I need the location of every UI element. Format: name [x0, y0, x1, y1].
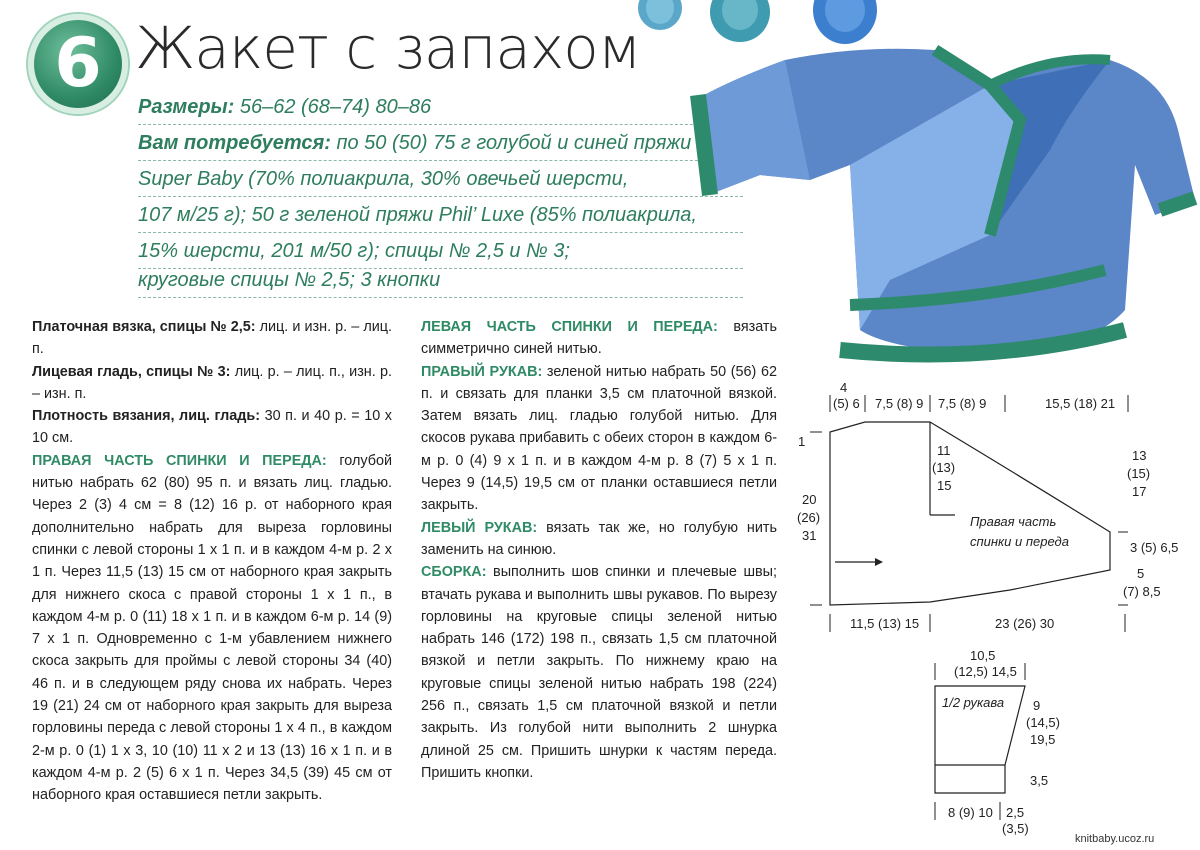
dim-sleeve-bottom: 8 (9) 10 [948, 805, 993, 820]
paragraph-right-part: ПРАВАЯ ЧАСТЬ СПИНКИ И ПЕРЕДА: голубой нитью набрать 62 (80) 95 п. и вязать лиц. гладью. Через 2 (3) 4 см = 8 (12) 16 р. от наборного края дополнительно набрать для выреза горловины спинки с левой стороны 1 х 1 п. и в каждом 4-м р. 2 х 1 п. Через 11,5 (13) 15 см от наборного края закрыть для нижнего скоса с правой стороны 1 х 1 п., в каждом 4-м р. 0 (11) 18 х 1 п. и в каждом 6-м р. 14 (9) 7 х 1 п. Одновременно с 1-м убавлением нижнего скоса закрыть для проймы с левой стороны 34 (40) 46 п. и в следующем ряду снова их набрать. Через 19 (21) 24 см от наборного края закрыть для выреза горловины переда с левой стороны 1 х 4 п., в каждом 2-м р. 0 (1) 1 х 3, 10 (10) 11 х 2 и 13 (13) 16 х 1 п. и в каждом 4-м р. 2 (5) 6 х 1 п. Через 34,5 (39) 45 см от наборного края оставшиеся петли закрыть. [32, 452, 392, 804]
dim-sleeve-9: 9 [1033, 698, 1041, 713]
spec-line-4: 107 м/25 г); 50 г зеленой пряжи Phil’ Luxe (85% полиакрила, [138, 197, 743, 233]
spec-sizes-label: Размеры: [138, 96, 235, 118]
paragraph-right-sleeve: ПРАВЫЙ РУКАВ: зеленой нитью набрать 50 (56) 62 п. и связать для планки 3,5 см платочной вязкой. Затем вязать лиц. гладью голубой нитью. Для скосов рукава прибавить с обеих сторон в каждом 6-м р. 0 (4) 9 х 1 п. и в каждом 4-м р. 8 (7) 5 х 1 п. Через 9 (14,5) 19,5 см от планки оставшиеся петли закрыть. [421, 363, 777, 514]
spec-sizes-value: 56–62 (68–74) 80–86 [234, 96, 432, 118]
dim-right-15: (15) [1127, 466, 1151, 481]
dim-right-17: 17 [1132, 484, 1147, 499]
spec-line-6: круговые спицы № 2,5; 3 кнопки [138, 262, 743, 298]
section-number: 6 [54, 24, 102, 103]
paragraph-stockinette: Лицевая гладь, спицы № 3: лиц. р. – лиц. п., изн. р. – изн. п. [32, 363, 392, 402]
spec-need-label: Вам потребуется: [138, 132, 331, 154]
paragraph-gauge: Плотность вязания, лиц. гладь: 30 п. и 40 р. = 10 х 10 см. [32, 408, 392, 447]
piece-label-line-1: Правая часть [970, 514, 1057, 529]
dim-bottom-b: 23 (26) 30 [995, 616, 1055, 631]
paragraph-left-part: ЛЕВАЯ ЧАСТЬ СПИНКИ И ПЕРЕДА: вязать симметрично синей нитью. [421, 319, 777, 358]
dim-right-5: 5 [1137, 566, 1145, 581]
dim-left-26: (26) [797, 510, 821, 525]
dim-sleeve-3-5: 3,5 [1030, 773, 1049, 788]
dim-top-d: 15,5 (18) 21 [1045, 396, 1116, 411]
dim-sleeve-3-5b: (3,5) [1002, 821, 1029, 836]
footer-site-url: knitbaby.ucoz.ru [1075, 833, 1155, 845]
dim-top-c: 7,5 (8) 9 [938, 396, 987, 411]
dim-right-3-5-6-5: 3 (5) 6,5 [1130, 540, 1179, 555]
sleeve-label: 1/2 рукава [942, 695, 1005, 710]
dim-sleeve-19-5: 19,5 [1030, 732, 1056, 747]
dim-mid-13: (13) [932, 460, 956, 475]
piece-label-line-2: спинки и переда [970, 534, 1069, 549]
spec-line-5: 15% шерсти, 201 м/50 г); спицы № 2,5 и № 3; [138, 233, 743, 269]
dim-left-31: 31 [802, 528, 817, 543]
paragraph-garter-stitch: Платочная вязка, спицы № 2,5: лиц. и изн. р. – лиц. п. [32, 319, 392, 358]
instructions-column-1 [32, 316, 392, 807]
pattern-diagram [780, 370, 1200, 850]
instructions-column-2 [421, 316, 777, 784]
paragraph-assembly: СБОРКА: выполнить шов спинки и плечевые швы; втачать рукава и выполнить швы рукавов. По вырезу горловины на круговые спицы зеленой нитью набрать 146 (172) 198 п., связать 1,5 см платочной вязкой и петли закрыть. По нижнему краю на круговые спицы зеленой нитью набрать 198 (224) 256 п., связать 1,5 см платочной вязкой и петли закрыть. Из голубой нити выполнить 2 шнурка длиной 25 см. Пришить шнурки к частям переда. Пришить кнопки. [421, 564, 777, 781]
spec-materials [138, 125, 743, 161]
dim-sleeve-2-5: 2,5 [1006, 805, 1025, 820]
page-title: Жакет с запахом [135, 14, 641, 82]
sweater-photo [690, 0, 1200, 370]
dim-right-7-8-5: (7) 8,5 [1123, 584, 1161, 599]
dim-top-4: 4 [840, 380, 848, 395]
dim-right-13: 13 [1132, 448, 1147, 463]
section-number-badge [28, 14, 128, 114]
paragraph-left-sleeve: ЛЕВЫЙ РУКАВ: вязать так же, но голубую нить заменить на синюю. [421, 519, 777, 558]
arrow-head [875, 558, 883, 566]
dim-sleeve-top-2: (12,5) 14,5 [954, 664, 1017, 679]
dim-left-20: 20 [802, 492, 817, 507]
dim-left-1: 1 [798, 434, 806, 449]
dim-mid-15: 15 [937, 478, 952, 493]
spec-line-3: Super Baby (70% полиакрила, 30% овечьей шерсти, [138, 161, 743, 197]
dim-bottom-a: 11,5 (13) 15 [850, 616, 920, 631]
dim-top-b: 7,5 (8) 9 [875, 396, 924, 411]
dim-sleeve-top-1: 10,5 [970, 648, 996, 663]
dim-sleeve-14-5: (14,5) [1026, 715, 1060, 730]
dim-mid-11: 11 [937, 443, 951, 458]
spec-need-value: по 50 (50) 75 г голубой и синей пряжи [330, 132, 692, 154]
spec-sizes [138, 89, 743, 125]
dim-top-a: (5) 6 [833, 396, 860, 411]
